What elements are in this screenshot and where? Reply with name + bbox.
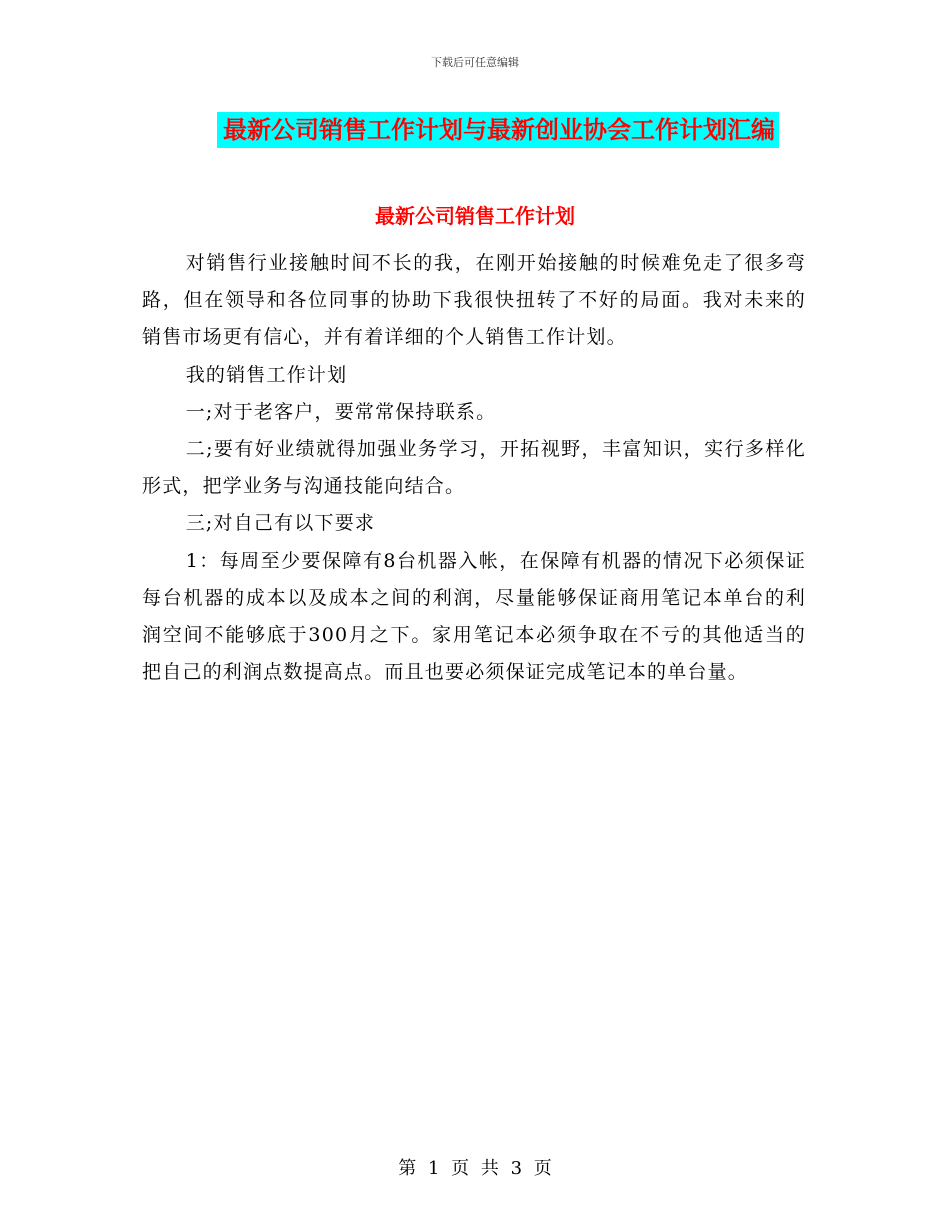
paragraph-item-1: 一;对于老客户，要常常保持联系。 <box>185 400 497 423</box>
section-title: 最新公司销售工作计划 <box>375 204 575 228</box>
document-title-container <box>0 112 950 148</box>
paragraph-item-2: 二;要有好业绩就得加强业务学习，开拓视野，丰富知识，实行多样化形式，把学业务与沟通技能向结合。 <box>142 438 806 498</box>
page-number-footer: 第 1 页 共 3 页 <box>398 1158 552 1179</box>
page-header-note: 下载后可任意编辑 <box>431 56 519 69</box>
paragraph-item-3: 三;对自己有以下要求 <box>185 512 376 535</box>
document-body <box>142 245 806 691</box>
paragraph-requirement-1: 1：每周至少要保障有8台机器入帐，在保障有机器的情况下必须保证每台机器的成本以及成本之间的利润，尽量能够保证商用笔记本单台的利润空间不能够底于300月之下。家用笔记本必须争取在不亏的其他适当的把自己的利润点数提高点。而且也要必须保证完成笔记本的单台量。 <box>142 549 806 684</box>
paragraph-intro: 对销售行业接触时间不长的我，在刚开始接触的时候难免走了很多弯路，但在领导和各位同事的协助下我很快扭转了不好的局面。我对未来的销售市场更有信心，并有着详细的个人销售工作计划。 <box>142 252 806 349</box>
paragraph-plan-heading: 我的销售工作计划 <box>185 363 348 386</box>
document-title: 最新公司销售工作计划与最新创业协会工作计划汇编 <box>217 112 779 148</box>
